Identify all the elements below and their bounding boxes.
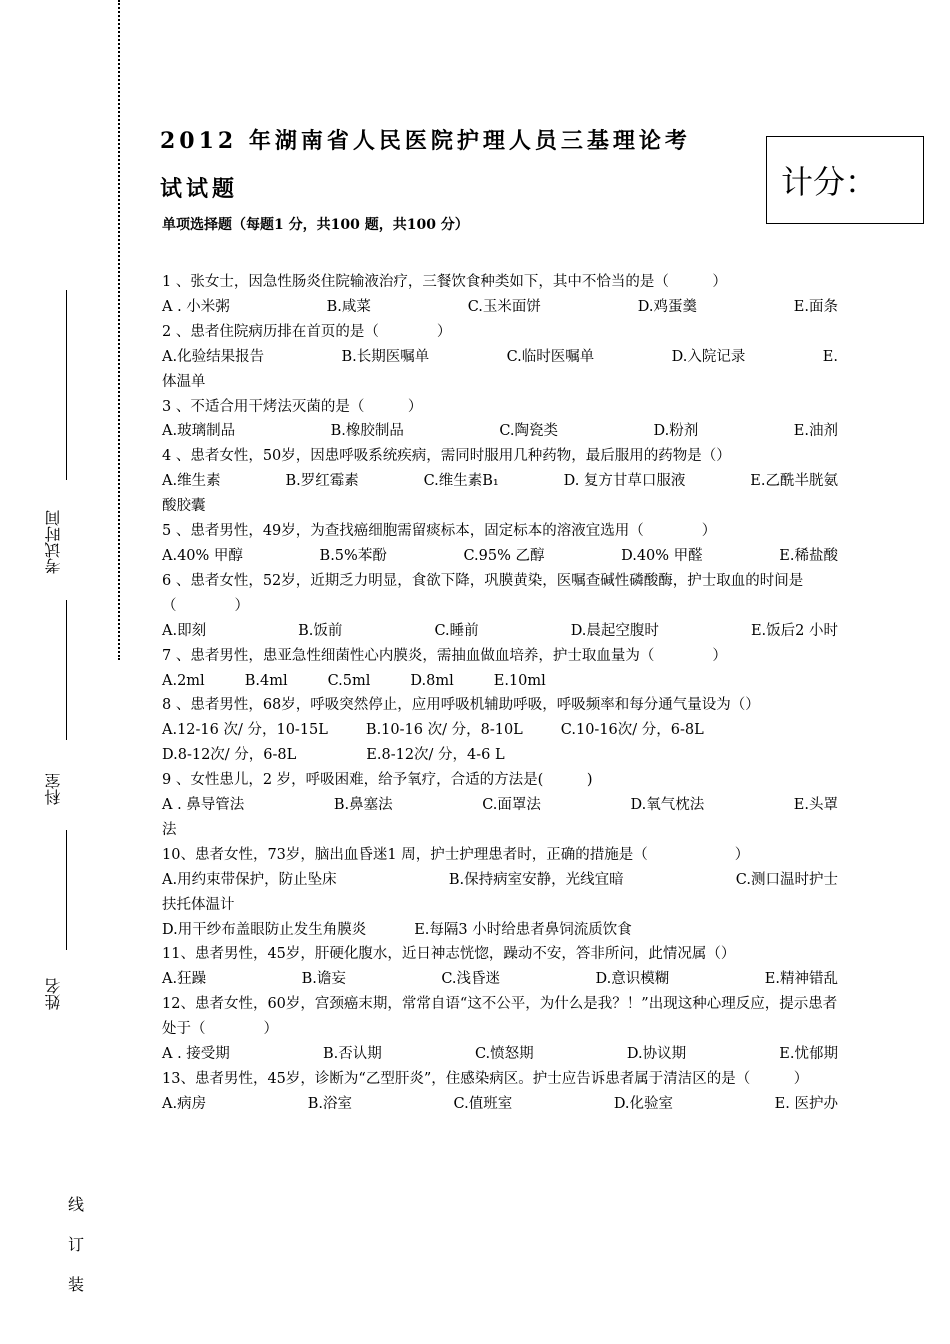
question-7: 7 、患者男性，患亚急性细菌性心内膜炎，需抽血做血培养，护士取血量为（ ） [162,647,727,664]
option: C.浅昏迷 [441,971,501,988]
option: D.鸡蛋羹 [637,298,697,315]
question-8-options-1 [162,718,838,743]
question-13: 13、患者男性，45岁，诊断为“乙型肝炎”，住感染病区。护士应告诉患者属于清洁区的是（ ） [162,1071,809,1087]
option: E.忧郁期 [779,1046,838,1063]
option: A.即刻 [162,622,207,639]
option: E.饭后2 小时 [750,622,838,639]
question-2-options [162,345,838,370]
score-label: 计分： [781,163,878,201]
question-1: 1 、张女士，因急性肠炎住院输液治疗，三餐饮食种类如下，其中不恰当的是（ ） [162,274,727,290]
option: E.面条 [793,298,838,315]
option: D.氧气枕法 [630,797,705,814]
option: E.油剂 [793,423,838,440]
question-5: 5 、患者男性，49岁，为查找癌细胞需留痰标本，固定标本的溶液宜选用（ ） [162,523,717,540]
option: B.保持病室安静，光线宜暗 [448,871,624,888]
option: B.10-16 次/ 分，8-10L [365,722,523,739]
question-10: 10、患者女性，73岁，脑出血昏迷1 周，护士护理患者时，正确的措施是（ ） [162,846,750,863]
option: C.睡前 [434,622,479,639]
name-label: 姓名 [44,978,63,1010]
option: D.晨起空腹时 [570,622,659,639]
question-1-options [162,295,838,320]
option: A.病房 [162,1095,207,1112]
option: C.临时医嘱单 [506,348,595,365]
option: B.橡胶制品 [330,423,404,440]
question-12-options [162,1042,838,1067]
option: A.2ml [162,672,205,689]
option: C.维生素B₁ [423,473,499,490]
exam-time-label: 考试时间 [44,510,63,574]
question-7-options [162,669,838,694]
option: C.玉米面饼 [467,298,541,315]
question-11-options [162,967,838,992]
option: D.8-12次/ 分，6-8L [162,747,297,764]
option: C.愤怒期 [474,1046,534,1063]
option: D.粉剂 [653,423,699,440]
question-2: 2 、患者住院病历排在首页的是（ ） [162,323,452,340]
option: A . 小米粥 [162,298,230,315]
option: A.玻璃制品 [162,423,236,440]
question-13-options [162,1092,838,1117]
question-2-options-cont: 体温单 [162,373,206,390]
option: E.8-12次/ 分，4-6 L [366,747,505,764]
option: B.咸菜 [326,298,371,315]
option: E. [822,348,838,365]
question-9-options-cont: 法 [162,821,177,838]
question-12: 12、患者女性，60岁，宫颈癌末期，常常自语“这不公平，为什么是我？！”出现这种心理反应，提示患者处于（ ） [162,996,838,1038]
option: B.谵妄 [301,971,346,988]
section-heading: 单项选择题（每题1 分，共100 题，共100 分） [162,217,469,233]
option: A.狂躁 [162,971,207,988]
name-blank-line [66,830,67,950]
option: B.浴室 [307,1095,352,1112]
option: A.化验结果报告 [162,348,265,365]
option: D.入院记录 [671,348,746,365]
question-3: 3 、不适合用干烤法灭菌的是（ ） [162,398,423,415]
option: E.头罩 [793,797,838,814]
question-4: 4 、患者女性，50岁，因患呼吸系统疾病，需同时服用几种药物，最后服用的药物是（） [162,448,731,465]
option: D. 复方甘草口服液 [563,473,686,490]
exam-time-blank-line [66,290,67,480]
option: D.意识模糊 [595,971,670,988]
question-8: 8 、患者男性，68岁，呼吸突然停止，应用呼吸机辅助呼吸，呼吸频率和每分通气量设为（） [162,697,760,714]
option: B.罗红霉素 [285,473,359,490]
option: C.10-16次/ 分，6-8L [560,722,704,739]
option: E.稀盐酸 [779,547,838,564]
option: E.每隔3 小时给患者鼻饲流质饮食 [414,921,632,938]
question-list [162,270,838,1117]
option: C.测口温时护士 [735,871,838,888]
option: A . 鼻导管法 [162,797,245,814]
exam-title-line2: 试试题 [160,176,239,202]
option: A.维生素 [162,473,221,490]
exam-title-line1: 2012 年湖南省人民医院护理人员三基理论考 [160,128,691,154]
question-9-options [162,793,838,818]
question-10-options-2 [162,918,838,943]
option: A.40% 甲醇 [162,547,243,564]
question-10-options-1 [162,868,838,893]
option: A.12-16 次/ 分，10-15L [162,722,328,739]
option: D.8ml [410,672,454,689]
option: B.饭前 [298,622,343,639]
question-6: 6 、患者女性，52岁，近期乏力明显，食欲下降，巩膜黄染，医嘱查碱性磷酸酶，护士取血的时间是（ ） [162,572,804,614]
option: C.陶瓷类 [499,423,559,440]
question-11: 11、患者男性，45岁，肝硬化腹水，近日神志恍惚，躁动不安，答非所问，此情况属（） [162,946,736,963]
option: E.10ml [493,672,546,689]
department-blank-line [66,600,67,740]
binding-dotted-line [118,0,120,660]
option: B.4ml [244,672,288,689]
question-5-options [162,544,838,569]
department-label: 科室 [44,773,63,805]
option: D.40% 甲醛 [621,547,703,564]
option: D.用干纱布盖眼防止发生角膜炎 [162,921,367,938]
option: C.面罩法 [482,797,541,814]
option: A.用约束带保护，防止坠床 [162,871,337,888]
question-3-options [162,419,838,444]
question-10-options-cont: 扶托体温计 [162,896,235,913]
binding-char-ding: 订 [67,1235,84,1254]
binding-char-zhuang: 装 [67,1275,84,1294]
option: E.乙酰半胱氨 [750,473,838,490]
question-8-options-2 [162,743,838,768]
question-6-options [162,619,838,644]
question-4-options [162,469,838,494]
option: B.长期医嘱单 [341,348,430,365]
option: E.精神错乱 [764,971,838,988]
binding-char-xian: 线 [67,1195,84,1214]
question-4-options-cont: 酸胶囊 [162,498,206,515]
option: D.化验室 [613,1095,674,1112]
option: D.协议期 [626,1046,687,1063]
option: A . 接受期 [162,1046,230,1063]
question-9: 9 、女性患儿，2 岁，呼吸困难，给予氧疗，合适的方法是( ) [162,772,593,789]
score-box [766,136,924,224]
option: C.95% 乙醇 [463,547,545,564]
option: C.值班室 [453,1095,513,1112]
option: B.5%苯酚 [319,547,387,564]
option: C.5ml [327,672,371,689]
option: E. 医护办 [774,1095,838,1112]
option: B.否认期 [323,1046,382,1063]
option: B.鼻塞法 [333,797,393,814]
